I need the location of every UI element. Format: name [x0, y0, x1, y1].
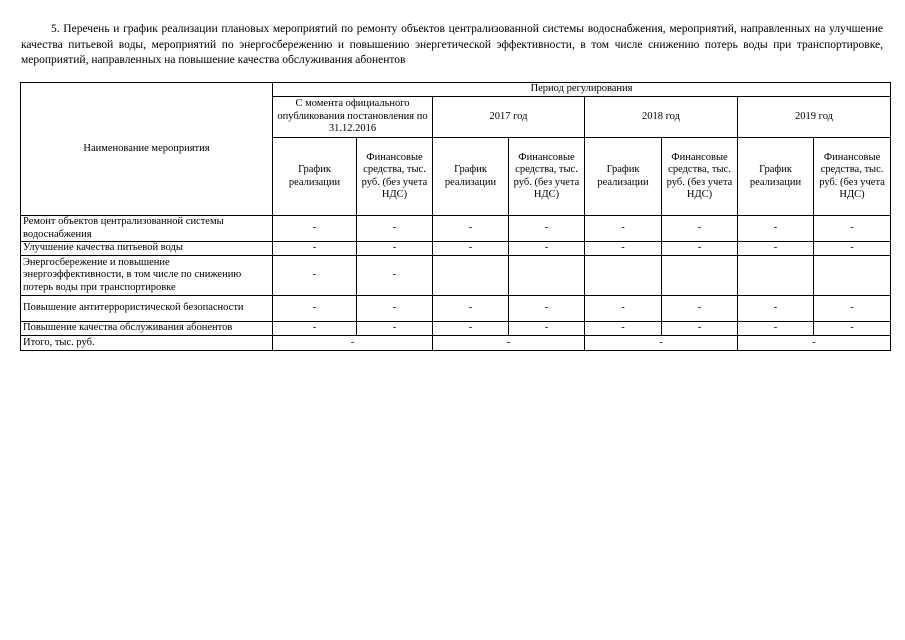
cell-value: -: [585, 242, 662, 256]
header-schedule: График реализации: [585, 138, 662, 216]
cell-value: -: [585, 216, 662, 242]
cell-value: -: [357, 256, 433, 296]
cell-value: -: [585, 322, 662, 336]
total-value: -: [738, 336, 891, 351]
cell-value: -: [509, 322, 585, 336]
cell-value: -: [357, 242, 433, 256]
cell-value: -: [662, 296, 738, 322]
row-name: Повышение качества обслуживания абонентов: [21, 322, 273, 336]
header-name: Наименование мероприятия: [21, 83, 273, 216]
total-value: -: [273, 336, 433, 351]
cell-value: -: [814, 296, 891, 322]
cell-value: -: [357, 322, 433, 336]
cell-value: -: [509, 296, 585, 322]
header-period-2017: 2017 год: [433, 97, 585, 138]
header-period-2018: 2018 год: [585, 97, 738, 138]
cell-value: -: [273, 242, 357, 256]
cell-value: -: [433, 242, 509, 256]
table-row: [21, 216, 891, 242]
measures-table: [20, 82, 891, 351]
cell-value: -: [357, 216, 433, 242]
cell-value: -: [814, 242, 891, 256]
cell-value: -: [273, 216, 357, 242]
section-heading: 5. Перечень и график реализации плановых мероприятий по ремонту объектов централизованной системы водоснабжения, мероприятий, направленных на улучшение качества питьевой воды, мероприятий по энергосбережению и повышению энергетической эффективности, в том числе снижению потерь воды при транспортировке, мероприятий, направленных на повышение качества обслуживания абонентов: [21, 23, 883, 66]
cell-value: -: [273, 322, 357, 336]
header-funds: Финансовые средства, тыс. руб. (без учета НДС): [662, 138, 738, 216]
cell-value: [814, 256, 891, 296]
cell-value: -: [433, 296, 509, 322]
row-name: Улучшение качества питьевой воды: [21, 242, 273, 256]
cell-value: [585, 256, 662, 296]
table-row: [21, 256, 891, 296]
cell-value: -: [738, 242, 814, 256]
header-period-2019: 2019 год: [738, 97, 891, 138]
header-funds: Финансовые средства, тыс. руб. (без учета НДС): [357, 138, 433, 216]
cell-value: -: [738, 216, 814, 242]
table-row: [21, 296, 891, 322]
header-funds: Финансовые средства, тыс. руб. (без учета НДС): [509, 138, 585, 216]
cell-value: -: [509, 242, 585, 256]
cell-value: -: [738, 322, 814, 336]
cell-value: [662, 256, 738, 296]
total-value: -: [433, 336, 585, 351]
cell-value: -: [662, 216, 738, 242]
header-schedule: График реализации: [273, 138, 357, 216]
header-schedule: График реализации: [433, 138, 509, 216]
header-schedule: График реализации: [738, 138, 814, 216]
cell-value: -: [814, 216, 891, 242]
total-label: Итого, тыс. руб.: [21, 336, 273, 351]
row-name: Ремонт объектов централизованной системы водоснабжения: [21, 216, 273, 242]
table-row: [21, 242, 891, 256]
row-name: Повышение антитеррористической безопасности: [21, 296, 273, 322]
cell-value: -: [273, 256, 357, 296]
row-name: Энергосбережение и повышение энергоэффективности, в том числе по снижению потерь воды при транспортировке: [21, 256, 273, 296]
header-period: Период регулирования: [273, 83, 891, 97]
cell-value: -: [662, 322, 738, 336]
cell-value: [433, 256, 509, 296]
cell-value: -: [433, 322, 509, 336]
header-funds: Финансовые средства, тыс. руб. (без учета НДС): [814, 138, 891, 216]
cell-value: -: [585, 296, 662, 322]
cell-value: [509, 256, 585, 296]
cell-value: -: [357, 296, 433, 322]
cell-value: -: [738, 296, 814, 322]
total-value: -: [585, 336, 738, 351]
cell-value: -: [662, 242, 738, 256]
cell-value: -: [814, 322, 891, 336]
table-row: [21, 322, 891, 336]
cell-value: -: [273, 296, 357, 322]
total-row: [21, 336, 891, 351]
cell-value: [738, 256, 814, 296]
header-period-initial: С момента официального опубликования постановления по 31.12.2016: [273, 97, 433, 138]
cell-value: -: [509, 216, 585, 242]
cell-value: -: [433, 216, 509, 242]
